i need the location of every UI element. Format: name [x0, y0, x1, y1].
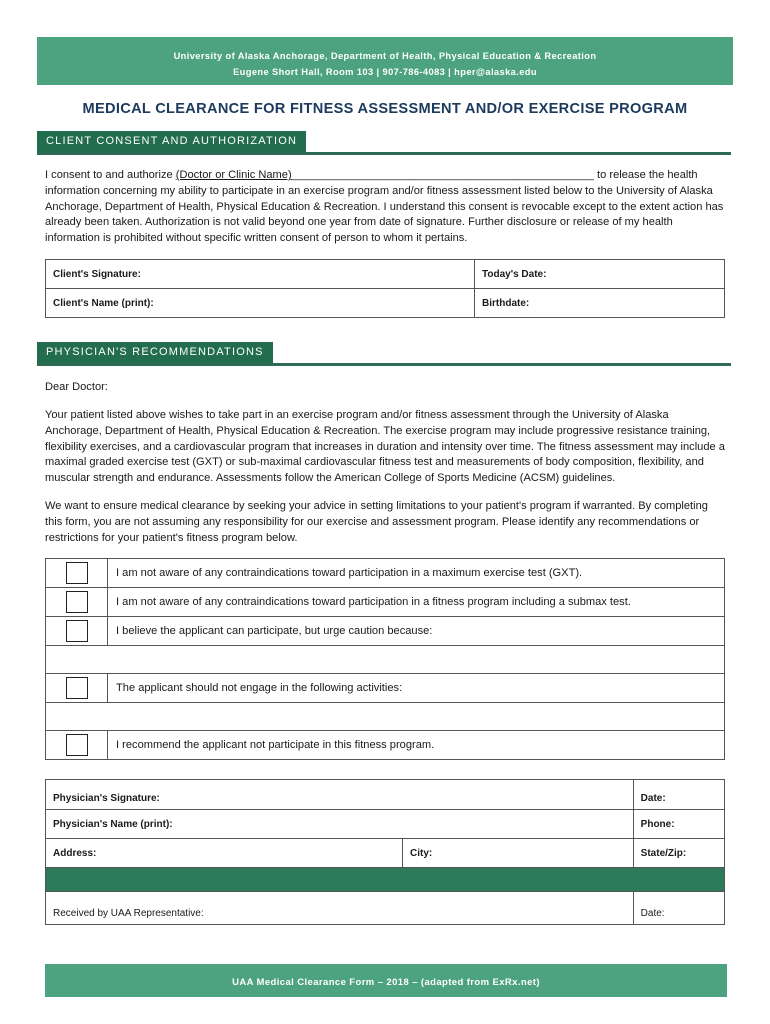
office-use-divider — [46, 868, 725, 892]
physician-info-table — [45, 779, 725, 925]
client-info-table — [45, 259, 725, 318]
option-4-cell — [46, 674, 108, 703]
header-contact: Eugene Short Hall, Room 103 | 907-786-4083 | hper@alaska.edu — [233, 67, 537, 77]
consent-paragraph — [45, 168, 725, 247]
physician-phone-field[interactable] — [633, 810, 724, 839]
physician-phone-label: Phone: — [640, 818, 675, 830]
option-2-cell — [46, 588, 108, 617]
physician-paragraph-1: Your patient listed above wishes to take part in an exercise program and/or fitness assessment through the University of Alaska Anchorage, Department of Health, Physical Education & Recreation. The exercise program may include progressive resistance training, flexibility exercises, and a cardiovascular program that increases in duration and intensity over time. The fitness assessment may include a maximal graded exercise test (GXT) or sub-maximal cardiovascular fitness test and measurements of body composition, flexibility, and muscular strength and endurance. Assessments follow the American College of Sports Medicine (ACSM) guidelines. — [45, 409, 725, 485]
received-by-field[interactable] — [46, 892, 634, 925]
physician-date-field[interactable] — [633, 788, 724, 810]
option-2-checkbox[interactable] — [66, 591, 88, 613]
physician-signature-label: Physician's Signature: — [53, 792, 160, 804]
received-date-label: Date: — [640, 907, 665, 919]
physician-section-bar — [37, 342, 731, 366]
option-5-checkbox[interactable] — [66, 734, 88, 756]
received-by-label: Received by UAA Representative: — [53, 907, 204, 919]
option-4-label: The applicant should not engage in the following activities: — [108, 674, 725, 703]
consent-intro: I consent to and authorize — [45, 169, 176, 181]
physician-date-label: Date: — [640, 792, 666, 804]
todays-date-label: Today's Date: — [482, 268, 547, 280]
option-2-label: I am not aware of any contraindications toward participation in a fitness program including a submax test. — [108, 588, 725, 617]
form-title: MEDICAL CLEARANCE FOR FITNESS ASSESSMENT AND/OR EXERCISE PROGRAM — [82, 101, 688, 117]
option-1-label: I am not aware of any contraindications toward participation in a maximum exercise test (GXT). — [108, 559, 725, 588]
client-signature-field[interactable] — [46, 260, 475, 289]
physician-paragraph-2: We want to ensure medical clearance by seeking your advice in setting limitations to your patient's program if warranted. By completing this form, you are not assuming any responsibility for our exercise and assessment program. Please identify any recommendations or restrictions for your patient's fitness program below. — [45, 500, 708, 544]
footer-text: UAA Medical Clearance Form – 2018 – (adapted from ExRx.net) — [232, 977, 540, 988]
client-signature-label: Client's Signature: — [53, 268, 141, 280]
caution-reason-field[interactable] — [46, 646, 725, 674]
physician-signature-field[interactable] — [46, 788, 634, 810]
recommendations-table — [45, 558, 725, 760]
address-field[interactable] — [46, 839, 403, 868]
address-label: Address: — [53, 847, 97, 859]
city-field[interactable] — [403, 839, 634, 868]
header-band — [37, 37, 733, 85]
consent-heading: CLIENT CONSENT AND AUTHORIZATION — [37, 131, 306, 152]
option-5-cell — [46, 731, 108, 760]
consent-section-bar — [37, 131, 731, 155]
state-zip-label: State/Zip: — [640, 847, 687, 859]
birthdate-label: Birthdate: — [482, 297, 530, 309]
physician-heading: PHYSICIAN'S RECOMMENDATIONS — [37, 342, 273, 363]
client-name-label: Client's Name (print): — [53, 297, 154, 309]
received-date-field[interactable] — [633, 892, 724, 925]
restricted-activities-field[interactable] — [46, 703, 725, 731]
physician-table-spacer — [46, 780, 634, 788]
physician-name-field[interactable] — [46, 810, 634, 839]
todays-date-field[interactable] — [475, 260, 725, 289]
option-4-checkbox[interactable] — [66, 677, 88, 699]
salutation: Dear Doctor: — [45, 381, 108, 393]
doctor-name-blank[interactable]: _________________________________________________ — [291, 169, 594, 181]
option-1-checkbox[interactable] — [66, 562, 88, 584]
footer-band — [45, 964, 727, 997]
consent-body: to release the health information concerning my ability to participate in an exercise program and/or fitness assessment listed below to the University of Alaska Anchorage, Department of Health, Physical Education & Recreation. I understand this consent is revocable except to the extent action has already been taken. Authorization is not valid beyond one year from date of signature. Further disclosure or release of my health information is prohibited without specific written consent of person to whom it pertains. — [45, 169, 724, 245]
header-institution: University of Alaska Anchorage, Department of Health, Physical Education & Recreation — [173, 51, 597, 61]
client-name-field[interactable] — [46, 289, 475, 318]
physician-table-spacer-right — [633, 780, 724, 788]
birthdate-field[interactable] — [475, 289, 725, 318]
state-zip-field[interactable] — [633, 839, 724, 868]
city-label: City: — [410, 847, 433, 859]
physician-name-label: Physician's Name (print): — [53, 818, 173, 830]
doctor-name-placeholder[interactable]: (Doctor or Clinic Name) — [175, 169, 292, 181]
option-5-label: I recommend the applicant not participate in this fitness program. — [108, 731, 725, 760]
option-3-cell — [46, 617, 108, 646]
option-3-checkbox[interactable] — [66, 620, 88, 642]
option-3-label: I believe the applicant can participate, but urge caution because: — [108, 617, 725, 646]
option-1-cell — [46, 559, 108, 588]
